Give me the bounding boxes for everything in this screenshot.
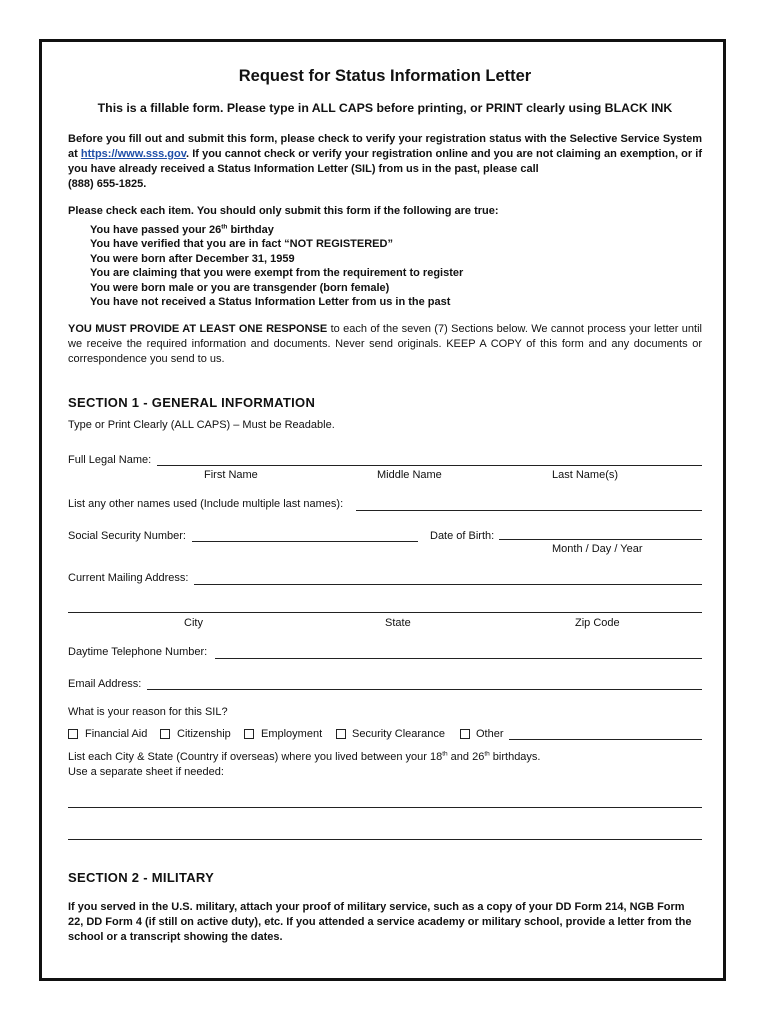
full-legal-name-label: Full Legal Name:: [68, 454, 152, 466]
section1-heading: SECTION 1 - GENERAL INFORMATION: [68, 395, 316, 410]
other-names-field[interactable]: [356, 510, 702, 511]
checklist-item: You have verified that you are in fact “NOT REGISTERED”: [90, 238, 393, 251]
phone-field[interactable]: [215, 658, 702, 659]
zip-caption: Zip Code: [575, 617, 620, 629]
first-name-caption: First Name: [204, 469, 258, 481]
intro-paragraph: [68, 132, 702, 192]
section2-heading: SECTION 2 - MILITARY: [68, 870, 215, 885]
dob-format-caption: Month / Day / Year: [552, 543, 643, 555]
security-clearance-checkbox[interactable]: [336, 729, 346, 739]
residence-note: Use a separate sheet if needed:: [68, 766, 224, 778]
state-caption: State: [385, 617, 411, 629]
other-label: Other: [476, 728, 504, 740]
intro-text-2: . If you cannot check or verify your registration online and you are not claiming an exemption, or if you have already received a Status Information Letter (SIL) from us in the past, please call: [68, 148, 703, 175]
ssn-field[interactable]: [192, 541, 418, 542]
employment-checkbox[interactable]: [244, 729, 254, 739]
email-label: Email Address:: [68, 678, 142, 690]
ssn-label: Social Security Number:: [68, 530, 186, 542]
checklist-item: You were born male or you are transgender (born female): [90, 281, 390, 294]
citizenship-checkbox[interactable]: [160, 729, 170, 739]
other-names-label: List any other names used (Include multiple last names):: [68, 498, 344, 510]
city-caption: City: [184, 617, 203, 629]
form-subtitle: This is a fillable form. Please type in ALL CAPS before printing, or PRINT clearly using BLACK INK: [97, 101, 673, 115]
residence-field-line-1[interactable]: [68, 807, 702, 808]
other-checkbox[interactable]: [460, 729, 470, 739]
form-title: Request for Status Information Letter: [238, 67, 532, 85]
checklist-item: You were born after December 31, 1959: [90, 252, 295, 265]
mailing-address-label: Current Mailing Address:: [68, 572, 189, 584]
check-instruction: Please check each item. You should only submit this form if the following are true:: [68, 205, 499, 217]
employment-label: Employment: [261, 728, 323, 740]
security-clearance-label: Security Clearance: [352, 728, 445, 740]
phone-label: Daytime Telephone Number:: [68, 646, 208, 658]
citizenship-label: Citizenship: [177, 728, 231, 740]
mailing-address-field[interactable]: [194, 584, 702, 585]
financial-aid-checkbox[interactable]: [68, 729, 78, 739]
section2-text: If you served in the U.S. military, attach your proof of military service, such as a copy of your DD Form 214, NGB Form 22, DD Form 4 (if still on active duty), etc. If you attended a service academy or military school, provide a letter from the school or a transcript showing the dates.: [68, 901, 692, 943]
checklist-item: You are claiming that you were exempt from the requirement to register: [90, 267, 464, 280]
eligibility-checklist: [90, 223, 463, 309]
dob-label: Date of Birth:: [430, 530, 495, 542]
last-name-caption: Last Name(s): [552, 469, 619, 481]
residence-field-line-2[interactable]: [68, 839, 702, 840]
checklist-item: You have not received a Status Information Letter from us in the past: [90, 296, 451, 309]
section1-instruction: Type or Print Clearly (ALL CAPS) – Must be Readable.: [68, 419, 335, 431]
sss-website-link[interactable]: https://www.sss.gov: [80, 148, 187, 160]
full-legal-name-field[interactable]: [157, 465, 702, 466]
middle-name-caption: Middle Name: [377, 469, 442, 481]
intro-text-1: Before you fill out and submit this form, please check to verify your registration status with the Selective Service System at: [68, 133, 702, 160]
checklist-item: You have passed your 26th birthday: [90, 223, 274, 236]
financial-aid-label: Financial Aid: [85, 728, 148, 740]
other-reason-field[interactable]: [509, 739, 702, 740]
dob-field[interactable]: [499, 539, 702, 540]
phone-number: (888) 655-1825.: [68, 178, 147, 190]
reason-label: What is your reason for this SIL?: [68, 706, 228, 718]
city-state-zip-field[interactable]: [68, 612, 702, 613]
residence-instruction: List each City & State (Country if overseas) where you lived between your 18th and 26th birthdays.: [68, 750, 541, 763]
must-provide-paragraph: YOU MUST PROVIDE AT LEAST ONE RESPONSE to each of the seven (7) Sections below. We cannot process your letter until we receive the required information and documents. Never send originals. KEEP A COPY of this form and any documents or correspondence you send to us.: [68, 323, 702, 365]
email-field[interactable]: [147, 689, 702, 690]
